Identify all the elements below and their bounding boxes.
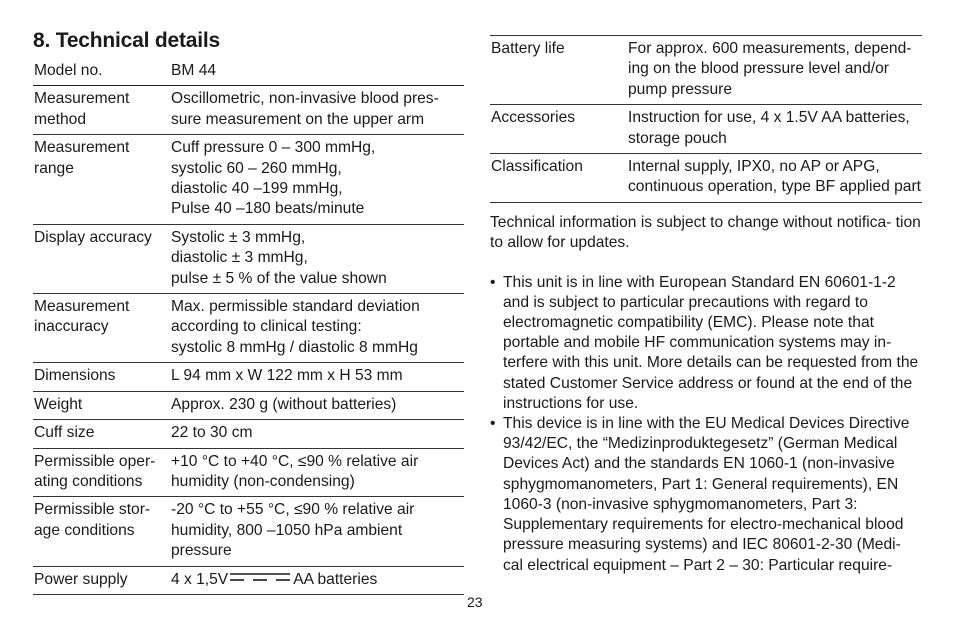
compliance-bullet xyxy=(490,414,922,576)
spec-value: BM 44 xyxy=(171,62,217,79)
spec-value: Approx. 230 g (without batteries) xyxy=(171,395,397,413)
spec-label: Cuff size xyxy=(34,424,95,442)
spec-label: Permissible stor- age conditions xyxy=(34,501,151,539)
spec-value xyxy=(171,294,464,363)
spec-label: Power supply xyxy=(34,570,128,588)
spec-label: Measurement inaccuracy xyxy=(34,298,130,336)
spec-value xyxy=(171,135,464,225)
spec-value: Internal supply, IPX0, no AP or APG, continuous operation, type BF applied part xyxy=(628,158,922,196)
power-supply-voltage: 4 x 1,5V xyxy=(171,570,229,588)
direct-current-icon xyxy=(230,571,290,583)
left-column xyxy=(33,58,464,595)
technical-specs-table-continued xyxy=(490,35,922,203)
spec-label: Permissible oper- ating conditions xyxy=(34,452,156,490)
section-title: 8. Technical details xyxy=(33,29,221,52)
bullet-text: This unit is in line with European Standard EN 60601-1-2 and is subject to particular precautions with regard to electromagnetic compatibility (EMC). Please note that portable and mobile HF communication systems may in- terfere with this unit. More details can be requested from the stated Customer Service address or found at the end of the instructions for use. xyxy=(503,273,919,412)
bullet-text: This device is in line with the EU Medical Devices Directive 93/42/EC, the “Medizinproduktegesetz” (German Medical Devices Act) and the standards EN 1060-1 (non-invasive sphygmomanometers, Part 1: General requirements), EN 1060-3 (non-invasive sphygmomanometers, Part 3: Supplementary requirements for electro-mechanical blood pressure measuring systems) and IEC 80601-2-30 (Medi- cal electrical equipment – Part 2 – 30: Particular require- xyxy=(503,415,910,574)
spec-row xyxy=(33,566,464,594)
technical-specs-table xyxy=(33,58,464,595)
spec-value-line: diastolic 40 –199 mmHg, xyxy=(171,180,343,198)
page-number: 23 xyxy=(467,594,483,610)
right-column xyxy=(490,35,922,576)
spec-value: Instruction for use, 4 x 1.5V AA batteries, storage pouch xyxy=(628,109,910,147)
spec-row xyxy=(33,448,464,497)
spec-label: Accessories xyxy=(491,109,576,127)
bullet-icon: • xyxy=(490,273,496,291)
spec-value-line: humidity, 800 –1050 hPa ambient pressure xyxy=(171,521,403,560)
spec-label: Dimensions xyxy=(34,367,116,385)
spec-value: L 94 mm x W 122 mm x H 53 mm xyxy=(171,367,403,385)
spec-row xyxy=(490,154,922,203)
spec-value xyxy=(171,497,464,566)
spec-value: +10 °C to +40 °C, ≤90 % relative air humidity (non-condensing) xyxy=(171,452,419,490)
spec-value-line: Cuff pressure 0 – 300 mmHg, xyxy=(171,139,376,157)
spec-label: Model no. xyxy=(34,62,103,79)
spec-row xyxy=(490,105,922,154)
spec-row xyxy=(33,294,464,363)
spec-label: Display accuracy xyxy=(34,228,152,246)
spec-value-line: diastolic ± 3 mmHg, xyxy=(171,249,308,267)
spec-row xyxy=(33,420,464,448)
spec-value: For approx. 600 measurements, depend- ing on the blood pressure level and/or pump pressure xyxy=(628,40,912,98)
spec-row xyxy=(33,224,464,293)
spec-row xyxy=(33,363,464,391)
spec-label: Classification xyxy=(491,158,583,176)
power-supply-battery-type: AA batteries xyxy=(293,570,378,588)
spec-row xyxy=(33,391,464,419)
compliance-bullets xyxy=(490,273,922,576)
spec-value-line: -20 °C to +55 °C, ≤90 % relative air xyxy=(171,501,415,519)
bullet-icon: • xyxy=(490,415,496,433)
spec-row xyxy=(33,497,464,566)
spec-value xyxy=(171,566,464,594)
spec-row xyxy=(33,58,464,86)
spec-value: Oscillometric, non-invasive blood pres- sure measurement on the upper arm xyxy=(171,90,439,128)
spec-value-line: systolic 8 mmHg / diastolic 8 mmHg xyxy=(171,338,418,356)
spec-label: Measurement range xyxy=(34,139,130,177)
spec-value-line: pulse ± 5 % of the value shown xyxy=(171,269,387,287)
compliance-bullet xyxy=(490,273,922,414)
spec-label: Measurement method xyxy=(34,90,130,128)
spec-value-line: Systolic ± 3 mmHg, xyxy=(171,228,306,246)
spec-value-line: according to clinical testing: xyxy=(171,318,362,336)
spec-value-line: systolic 60 – 260 mmHg, xyxy=(171,159,342,177)
spec-value-line: Max. permissible standard deviation xyxy=(171,298,420,316)
spec-label: Weight xyxy=(34,395,83,413)
spec-row xyxy=(33,86,464,135)
spec-value-line: Pulse 40 –180 beats/minute xyxy=(171,200,365,218)
change-notice: Technical information is subject to change without notifica- tion to allow for updates. xyxy=(490,213,921,252)
spec-label: Battery life xyxy=(491,40,565,57)
spec-row xyxy=(33,135,464,225)
spec-value: 22 to 30 cm xyxy=(171,424,253,442)
spec-row xyxy=(490,36,922,105)
spec-value xyxy=(171,224,464,293)
